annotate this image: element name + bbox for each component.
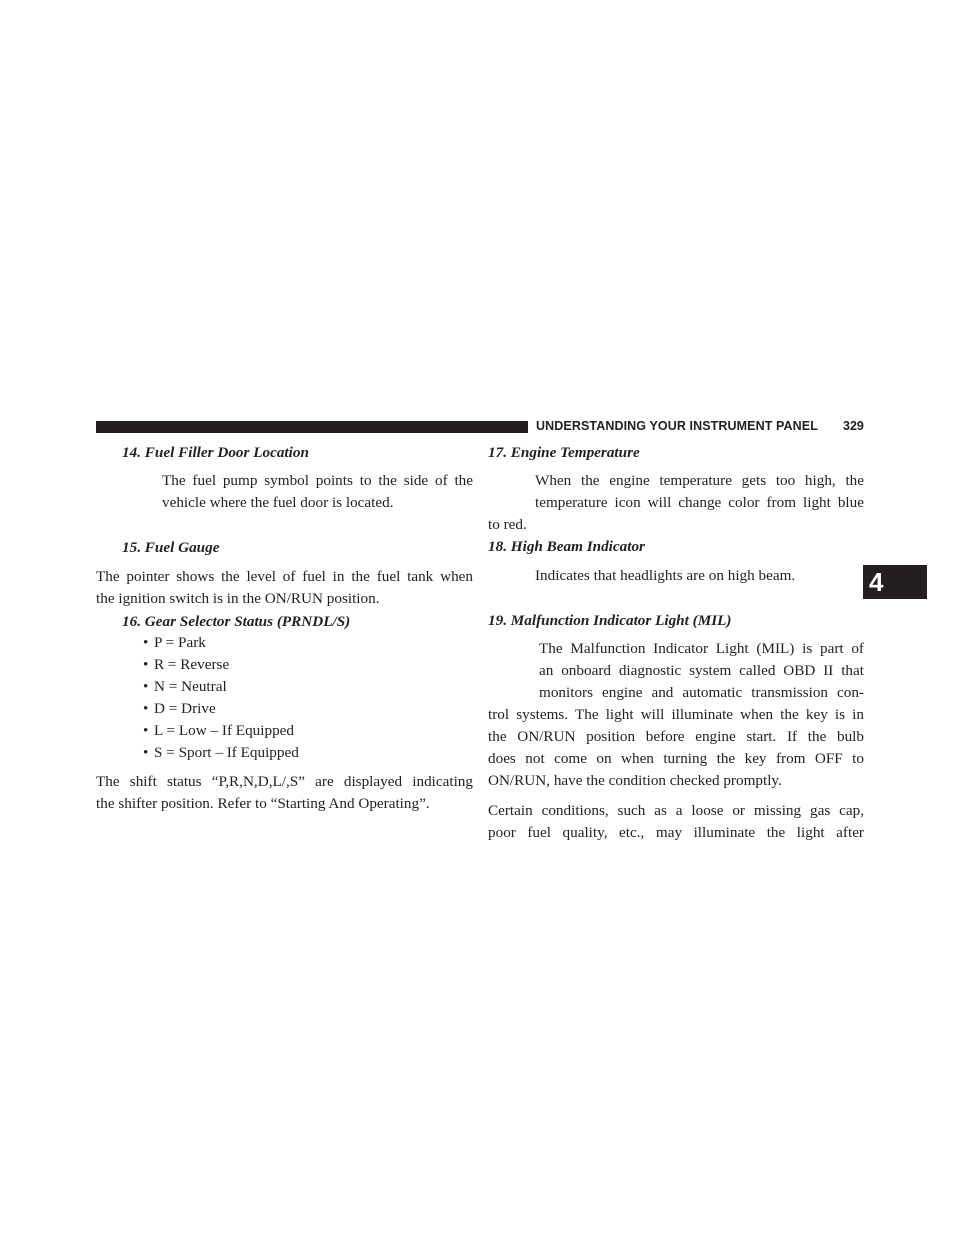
body-line: temperature icon will change color from light blue [535,494,864,511]
body-line: the ON/RUN position before engine start. If the bulb [488,728,864,745]
body-line: trol systems. The light will illuminate when the key is in [488,706,864,723]
section-heading: 15. Fuel Gauge [122,539,220,556]
bullet-icon: • [143,744,149,761]
body-line: Indicates that headlights are on high beam. [535,567,796,584]
section-heading: 16. Gear Selector Status (PRNDL/S) [122,613,351,630]
bullet-icon: • [143,656,149,673]
body-line: The fuel pump symbol points to the side of the [162,472,473,489]
body-line: The shift status “P,R,N,D,L/,S” are displayed indicating [96,773,473,790]
body-line: vehicle where the fuel door is located. [162,494,394,511]
body-line: monitors engine and automatic transmission con- [539,684,864,701]
section-heading: 19. Malfunction Indicator Light (MIL) [488,612,732,629]
body-line: Certain conditions, such as a loose or missing gas cap, [488,802,864,819]
body-line: When the engine temperature gets too high, the [535,472,864,489]
body-line: to red. [488,516,527,533]
body-line: ON/RUN, have the condition checked promptly. [488,772,782,789]
body-line: poor fuel quality, etc., may illuminate the light after [488,824,864,841]
body-line: the ignition switch is in the ON/RUN position. [96,590,380,607]
body-line: the shifter position. Refer to “Starting And Operating”. [96,795,430,812]
section-heading: 14. Fuel Filler Door Location [122,444,309,461]
bullet-icon: • [143,634,149,651]
list-item: N = Neutral [154,678,227,695]
list-item: D = Drive [154,700,216,717]
page-number: 329 [843,419,864,433]
bullet-icon: • [143,700,149,717]
list-item: R = Reverse [154,656,230,673]
list-item: S = Sport – If Equipped [154,744,299,761]
body-line: does not come on when turning the key from OFF to [488,750,864,767]
chapter-tab: 4 [863,565,927,599]
running-header-title: UNDERSTANDING YOUR INSTRUMENT PANEL [536,419,818,433]
bullet-icon: • [143,722,149,739]
body-line: an onboard diagnostic system called OBD II that [539,662,864,679]
list-item: L = Low – If Equipped [154,722,295,739]
bullet-icon: • [143,678,149,695]
section-heading: 18. High Beam Indicator [488,538,645,555]
body-line: The pointer shows the level of fuel in the fuel tank when [96,568,473,585]
section-heading: 17. Engine Temperature [488,444,640,461]
header-rule [96,421,528,433]
body-line: The Malfunction Indicator Light (MIL) is part of [539,640,864,657]
list-item: P = Park [154,634,206,651]
